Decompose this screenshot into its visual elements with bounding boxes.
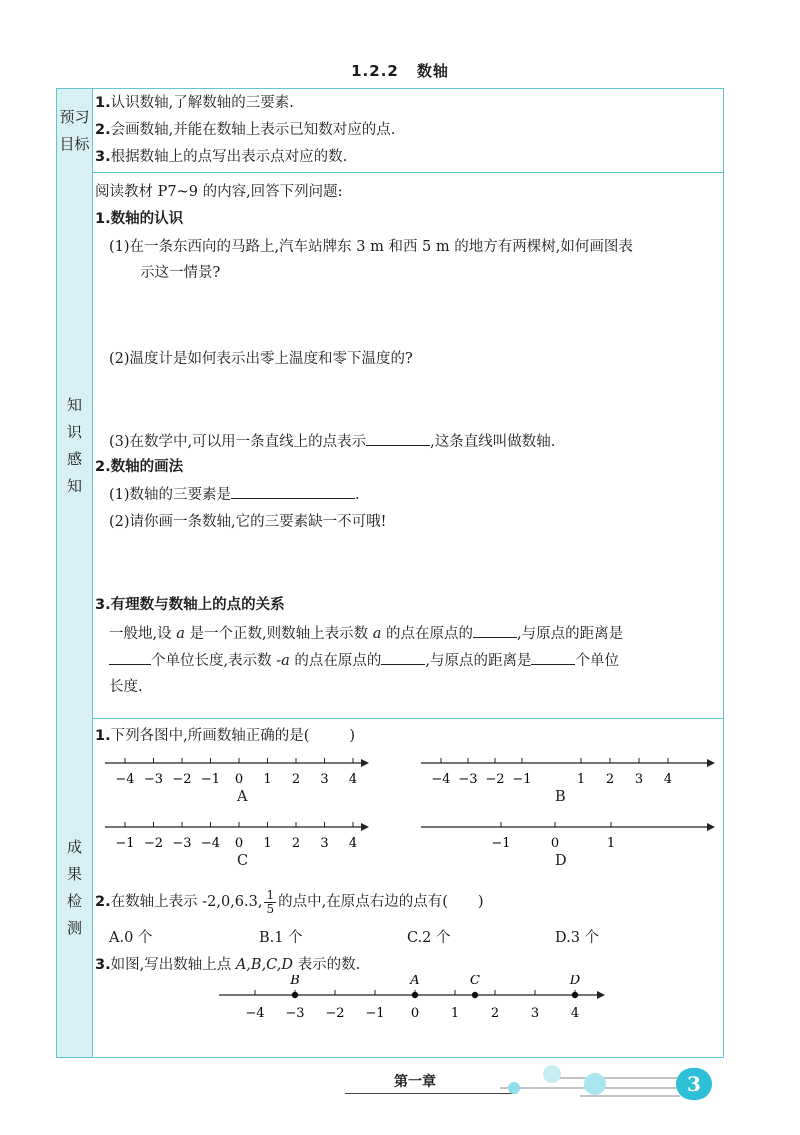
decorative-bubbles	[500, 1062, 680, 1102]
section-number: 1.2.2	[351, 62, 399, 80]
tick-label: −3	[172, 836, 192, 851]
side-label-check-3: 检	[66, 892, 82, 910]
side-label-check-1: 成	[66, 838, 82, 856]
check-section	[93, 719, 723, 1057]
knowledge-heading-2: 2.数轴的画法	[95, 459, 184, 475]
tick-label: −4	[245, 1006, 265, 1021]
tick-label: 1	[263, 836, 272, 851]
option-label-b: B	[555, 789, 566, 805]
axis-arrow	[361, 823, 369, 831]
tick-label: −1	[512, 772, 532, 787]
tick-label: 0	[234, 772, 244, 787]
tick-label: 1	[263, 772, 272, 787]
section-title: 数轴	[416, 62, 449, 80]
tick-label: 0	[550, 836, 560, 851]
tick-label: −2	[143, 836, 164, 851]
tick-label: −4	[115, 772, 135, 787]
side-label-check-2: 果	[66, 865, 82, 883]
tick-label: −2	[172, 772, 192, 787]
question-1-line-2: 示这一情景?	[140, 265, 221, 281]
tick-label: 3	[320, 772, 329, 787]
choice-b: B.1 个	[259, 930, 303, 946]
tick-label: −3	[285, 1006, 305, 1021]
tick-label: −3	[143, 772, 164, 787]
axis-arrow	[707, 823, 715, 831]
tick-label: 4	[570, 1006, 580, 1021]
tick-label: 1	[450, 1006, 460, 1021]
check-question-2: 2.在数轴上表示 -2,0,6.3, $\frac{1}{5}$ 的点中,在原点右边的点有( )	[95, 887, 484, 916]
fraction: $\frac{1}{5}$	[266, 887, 275, 916]
question-4: (1)数轴的三要素是 .	[109, 484, 360, 505]
tick-label: 2	[291, 836, 301, 851]
page-title	[0, 60, 800, 81]
tick-label: −1	[200, 772, 221, 787]
tick-label: −1	[365, 1006, 385, 1021]
option-label-a: A	[237, 789, 248, 805]
goal-item-2: 2.会画数轴,并能在数轴上表示已知数对应的点.	[95, 122, 396, 138]
number-line-c	[105, 817, 385, 853]
check-question-1: 1.下列各图中,所画数轴正确的是( )	[95, 728, 356, 744]
relation-paragraph-line-1: 一般地,设 a 是一个正数,则数轴上表示数 a 的点在原点的 ,与原点的距离是	[109, 623, 623, 644]
question-3: (3)在数学中,可以用一条直线上的点表示 ,这条直线叫做数轴.	[109, 431, 555, 452]
tick-label: 1	[606, 836, 616, 851]
tick-label: 3	[530, 1006, 540, 1021]
tick-label: 2	[291, 772, 301, 787]
side-label-goals-2: 目标	[59, 135, 90, 153]
option-label-c: C	[237, 853, 249, 869]
knowledge-heading-3: 3.有理数与数轴上的点的关系	[95, 597, 285, 613]
choice-c: C.2 个	[407, 930, 451, 946]
point-label: C	[470, 975, 480, 988]
tick-label: −2	[485, 772, 505, 787]
tick-label: −4	[431, 772, 451, 787]
choice-d: D.3 个	[555, 930, 600, 946]
number-line-b	[421, 753, 721, 789]
side-label-check-4: 测	[66, 919, 82, 937]
tick-label: 3	[634, 772, 644, 787]
tick-label: −1	[115, 836, 135, 851]
tick-label: 4	[663, 772, 673, 787]
tick-label: 4	[348, 772, 358, 787]
chapter-label: 第一章	[394, 1074, 436, 1090]
point-dot	[472, 992, 478, 998]
choice-a: A.0 个	[109, 930, 153, 946]
point-label: A	[410, 975, 420, 988]
question-5: (2)请你画一条数轴,它的三要素缺一不可哦!	[109, 514, 387, 530]
goal-item-1: 1.认识数轴,了解数轴的三要素.	[95, 95, 294, 111]
answer-blank[interactable]	[381, 650, 425, 665]
knowledge-heading-1: 1.数轴的认识	[95, 211, 184, 227]
tick-label: 4	[348, 836, 358, 851]
worksheet-table	[56, 88, 724, 1058]
number-line-a	[105, 753, 385, 789]
number-line-d	[421, 817, 721, 853]
point-dot	[572, 992, 578, 998]
side-label-knowledge-4: 知	[66, 477, 82, 495]
side-label-knowledge-3: 感	[66, 450, 82, 468]
footer-divider	[345, 1093, 515, 1094]
tick-label: 0	[410, 1006, 420, 1021]
tick-label: −2	[325, 1006, 345, 1021]
check-question-3: 3.如图,写出数轴上点 A,B,C,D 表示的数.	[95, 957, 361, 973]
tick-label: 2	[605, 772, 615, 787]
answer-blank[interactable]	[531, 650, 575, 665]
answer-blank[interactable]	[231, 484, 355, 499]
tick-label: 2	[490, 1006, 500, 1021]
goals-section	[93, 89, 723, 173]
tick-label: −4	[200, 836, 221, 851]
axis-arrow	[361, 759, 369, 767]
tick-label: −1	[491, 836, 511, 851]
axis-arrow	[707, 759, 715, 767]
knowledge-intro: 阅读教材 P7~9 的内容,回答下列问题:	[95, 184, 343, 200]
side-label-goals-1: 预习	[59, 108, 90, 126]
number-line-points	[219, 975, 619, 1023]
tick-label: 3	[320, 836, 329, 851]
point-dot	[292, 992, 298, 998]
point-label: D	[569, 975, 581, 988]
answer-blank[interactable]	[109, 650, 151, 665]
knowledge-section	[93, 173, 723, 719]
tick-label: 1	[576, 772, 586, 787]
relation-paragraph-line-2: 个单位长度,表示数 -a 的点在原点的 ,与原点的距离是 个单位	[109, 650, 619, 671]
answer-blank[interactable]	[473, 623, 517, 638]
point-label: B	[290, 975, 300, 988]
relation-paragraph-line-3: 长度.	[109, 679, 143, 695]
question-2: (2)温度计是如何表示出零上温度和零下温度的?	[109, 351, 413, 367]
side-label-knowledge	[57, 173, 93, 719]
question-1-line-1: (1)在一条东西向的马路上,汽车站牌东 3 m 和西 5 m 的地方有两棵树,如何画图表	[109, 239, 633, 255]
tick-label: 0	[234, 836, 244, 851]
side-label-check	[57, 719, 93, 1057]
option-label-d: D	[555, 853, 567, 869]
side-label-goals	[57, 89, 93, 173]
goal-item-3: 3.根据数轴上的点写出表示点对应的数.	[95, 149, 348, 165]
tick-label: −3	[458, 772, 478, 787]
point-dot	[412, 992, 418, 998]
page-number: 3	[676, 1068, 712, 1100]
axis-arrow	[597, 991, 605, 999]
side-label-knowledge-2: 识	[66, 423, 82, 441]
side-label-knowledge-1: 知	[66, 396, 82, 414]
answer-blank[interactable]	[366, 431, 430, 446]
